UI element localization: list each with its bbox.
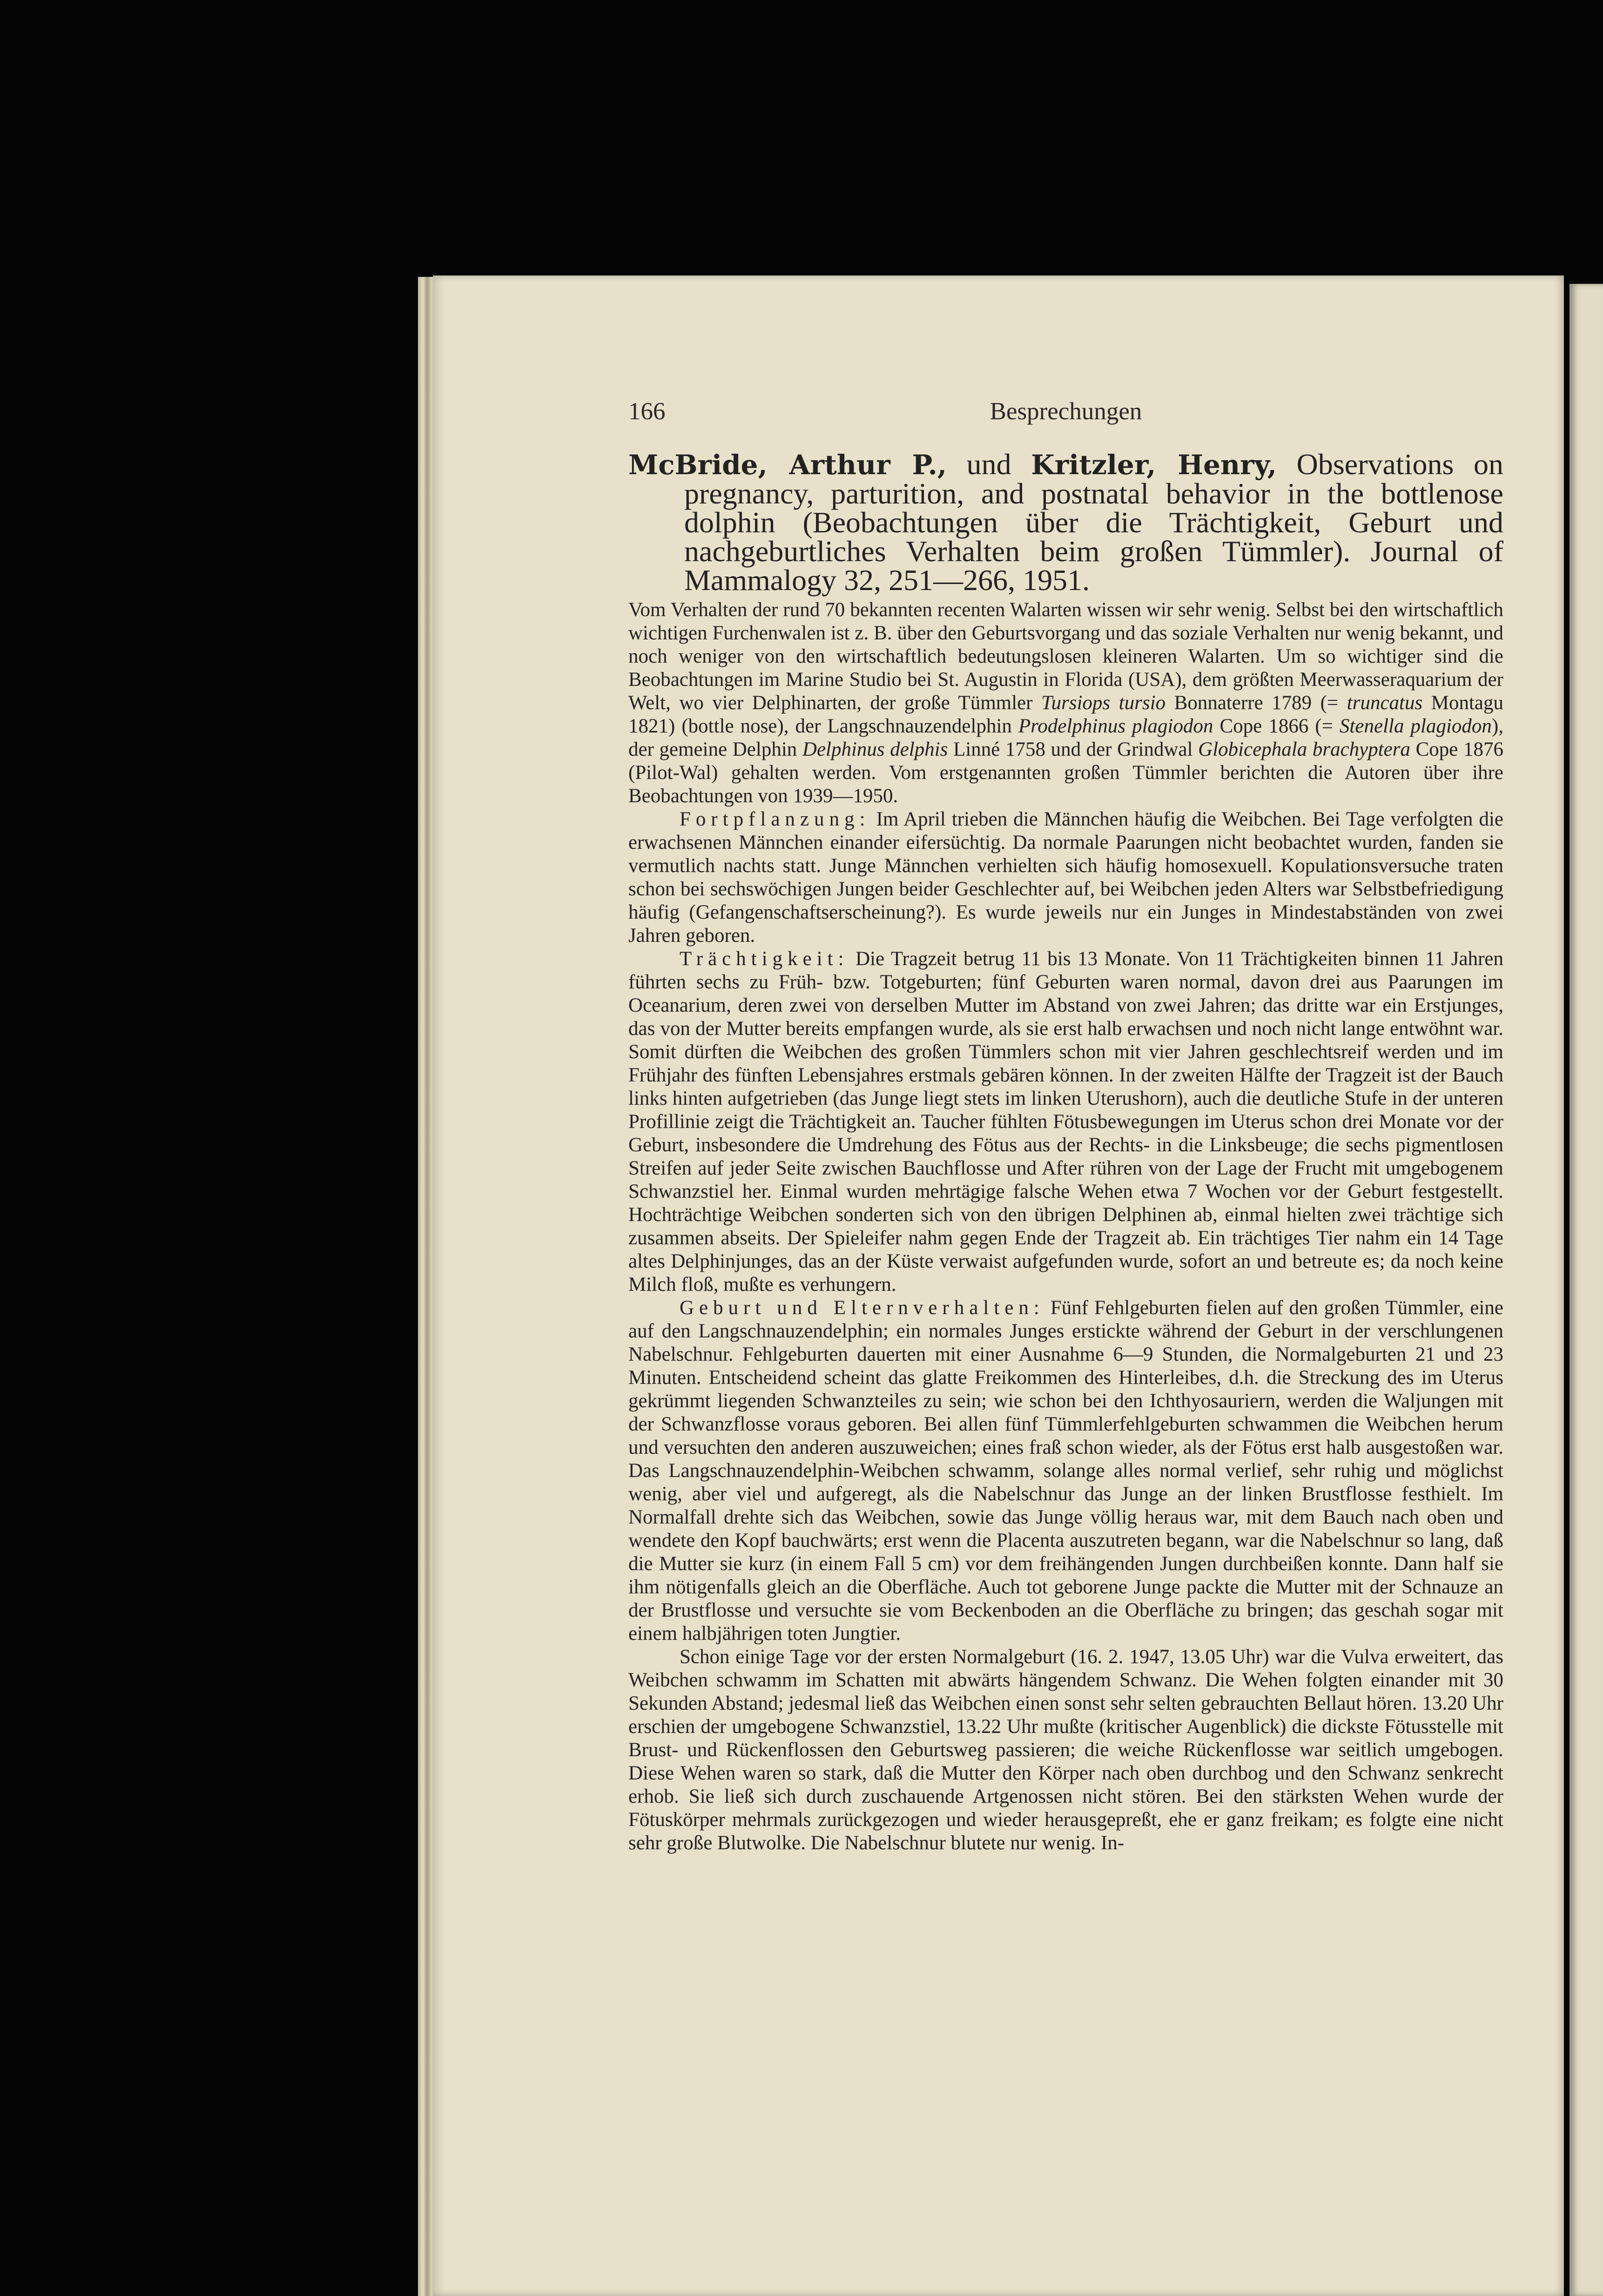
page-edge xyxy=(418,277,435,2296)
species-name: Delphinus delphis xyxy=(802,738,948,760)
normalgeburt-paragraph xyxy=(628,1645,1503,1855)
citation xyxy=(628,450,1503,595)
species-name: truncatus xyxy=(1347,692,1423,714)
intro-text-6: Linné 1758 und der Grindwal xyxy=(948,738,1199,760)
species-name: Tursiops tursio xyxy=(1041,692,1166,714)
section-heading: Geburt und Elternverhalten: xyxy=(680,1297,1044,1319)
paragraph-text: Schon einige Tage vor der ersten Normalgeburt (16. 2. 1947, 13.05 Uhr) war die Vulva erweitert, das Weibchen schwamm im Schatten mit abwärts hängendem Schwanz. Die Wehen folgten einander mit 30 Sekunden Abstand; jedesmal ließ das Weibchen einen sonst sehr selten gebrauchten Bellaut hören. 13.20 Uhr erschien der umgebogene Schwanzstiel, 13.22 Uhr mußte (kritischer Augenblick) die dickste Fötusstelle mit Brust- und Rückenflossen den Geburtsweg passieren; die weiche Rückenflosse war seitlich umgebogen. Diese Wehen waren so stark, daß die Mutter den Körper nach oben durchbog und den Schwanz senkrecht erhob. Sie ließ sich durch zuschauende Artgenossen nicht stören. Bei den stärksten Wehen wurde der Fötuskörper mehrmals zurückgezogen und wieder herausgepreßt, ehe er ganz freikam; es folgte eine nicht sehr große Blutwolke. Die Nabelschnur blutete nur wenig. In- xyxy=(628,1646,1503,1854)
book-page xyxy=(433,275,1564,2296)
review-entry xyxy=(628,450,1503,1855)
intro-text-2: Bonnaterre 1789 (= xyxy=(1165,692,1347,714)
intro-text-4: Cope 1866 (= xyxy=(1213,715,1340,737)
author-1: McBride, Arthur P., xyxy=(628,449,947,481)
species-name: Prodelphinus plagiodon xyxy=(1018,715,1213,737)
page-header xyxy=(628,397,1503,435)
page-number: 166 xyxy=(628,398,666,425)
citation-connector: und xyxy=(947,448,1031,481)
intro-text-3: Montagu 1821) (bottle nose), der Langschnauzendelphin xyxy=(628,692,1503,737)
citation-title: Observations on pregnancy, parturition, and postnatal behavior in the bottlenose dolphin (Beobachtungen über die Trächtigkeit, Geburt und nachgeburtliches Verhalten beim großen Tümmler). Journal of Mammalogy 32, 251—266, 1951. xyxy=(684,448,1504,597)
species-name: Globicephala brachyptera xyxy=(1198,738,1411,760)
paragraph-text: Die Tragzeit betrug 11 bis 13 Monate. Von 11 Trächtigkeiten binnen 11 Jahren führten sechs zu Früh- bzw. Totgeburten; fünf Geburten waren normal, davon drei aus Paarungen im Oceanarium, deren zwei von derselben Mutter im Abstand von zwei Jahren; das dritte war ein Erstjunges, das von der Mutter bereits empfangen wurde, als sie erst halb erwachsen und noch nicht lange entwöhnt war. Somit dürften die Weibchen des großen Tümmlers schon mit vier Jahren geschlechtsreif werden und im Frühjahr des fünften Lebensjahres erstmals gebären können. In der zweiten Hälfte der Tragzeit ist der Bauch links hinten aufgetrieben (das Junge liegt stets im linken Uterushorn), auch die deutliche Stufe in der unteren Profillinie zeigt die Trächtigkeit an. Taucher fühlten Fötusbewegungen im Uterus schon drei Monate vor der Geburt, insbesondere die Umdrehung des Fötus aus der Rechts- in die Linksbeuge; die sechs pigmentlosen Streifen auf jeder Seite zwischen Bauchflosse und After rühren von der Lage der Frucht mit umgebogenem Schwanzstiel her. Einmal wurden mehrtägige falsche Wehen etwa 7 Wochen vor der Geburt festgestellt. Hochträchtige Weibchen sonderten sich von den übrigen Delphinen ab, einmal hielten zwei trächtige sich zusammen abseits. Der Spieleifer nahm gegen Ende der Tragzeit ab. Ein trächtiges Tier nahm ein 14 Tage altes Delphinjunges, das an der Küste verwaist aufgefunden wurde, sofort an und betreute es; da noch keine Milch floß, mußte es verhungern. xyxy=(628,948,1503,1296)
traechtigkeit-paragraph xyxy=(628,947,1503,1296)
section-heading: Fortpflanzung: xyxy=(680,808,870,830)
species-name: Stenella plagiodon xyxy=(1339,715,1492,737)
geburt-paragraph xyxy=(628,1296,1503,1645)
intro-text-7: Cope 1876 (Pilot-Wal) gehalten werden. Vom erstgenannten großen Tümmler berichten die Autoren über ihre Beobachtungen von 1939—1950. xyxy=(628,738,1503,807)
author-2: Kritzler, Henry, xyxy=(1031,449,1277,481)
paragraph-text: Im April trieben die Männchen häufig die Weibchen. Bei Tage verfolgten die erwachsenen Männchen einander eifersüchtig. Da normale Paarungen nicht beobachtet wurden, fanden sie vermutlich nachts statt. Junge Männchen verhielten sich häufig homosexuell. Kopulationsversuche traten schon bei sechswöchigen Jungen beider Geschlechter auf, bei Weibchen jeden Alters war Selbstbefriedigung häufig (Gefangenschaftserscheinung?). Es wurde jeweils nur ein Junges in Mindestabständen von zwei Jahren geboren. xyxy=(628,808,1503,947)
fortpflanzung-paragraph xyxy=(628,808,1503,947)
adjacent-page-edge xyxy=(1569,284,1603,2296)
section-heading: Trächtigkeit: xyxy=(680,948,849,970)
running-head: Besprechungen xyxy=(990,398,1142,425)
intro-text-5: ), der gemeine Delphin xyxy=(628,715,1504,760)
intro-text-1: Vom Verhalten der rund 70 bekannten recenten Walarten wissen wir sehr wenig. Selbst bei den wirtschaftlich wichtigen Furchenwalen ist z. B. über den Geburtsvorgang und das soziale Verhalten nur wenig bekannt, und noch weniger von den wirtschaftlich bedeutungslosen kleineren Walarten. Um so wichtiger sind die Beobachtungen im Marine Studio bei St. Augustin in Florida (USA), dem größten Meerwasseraquarium der Welt, wo vier Delphinarten, der große Tümmler xyxy=(628,599,1503,714)
paragraph-text: Fünf Fehlgeburten fielen auf den großen Tümmler, eine auf den Langschnauzendelphin; ein normales Junges erstickte während der Geburt in der verschlungenen Nabelschnur. Fehlgeburten dauerten mit einer Ausnahme 6—9 Stunden, die Normalgeburten 21 und 23 Minuten. Entscheidend scheint das glatte Freikommen des Hinterleibes, d.h. die Streckung des im Uterus gekrümmt liegenden Schwanzteiles zu sein; wie schon bei den Ichthyosauriern, werden die Waljungen mit der Schwanzflosse voraus geboren. Bei allen fünf Tümmlerfehlgeburten schwammen die Weibchen herum und versuchten den anderen auszuweichen; eines fraß schon wieder, als der Fötus erst halb ausgestoßen war. Das Langschnauzendelphin-Weibchen schwamm, solange alles normal verlief, sehr ruhig und möglichst wenig, aber viel und aufgeregt, als die Nabelschnur das Junge an der linken Brustflosse festhielt. Im Normalfall drehte sich das Weibchen, sowie das Junge völlig heraus war, mit dem Bauch nach oben und wendete den Kopf bauchwärts; erst wenn die Placenta auszutreten begann, war die Nabelschnur so lang, daß die Mutter sie kurz (in einem Fall 5 cm) vor dem freihängenden Jungen durchbeißen konnte. Dann half sie ihm nötigenfalls gleich an die Oberfläche. Auch tot geborene Junge packte die Mutter mit der Schnauze an der Brustflosse und versuchte sie vom Beckenboden an die Oberfläche zu bringen; das geschah sogar mit einem halbjährigen toten Jungtier. xyxy=(628,1297,1503,1645)
intro-paragraph xyxy=(628,598,1503,808)
